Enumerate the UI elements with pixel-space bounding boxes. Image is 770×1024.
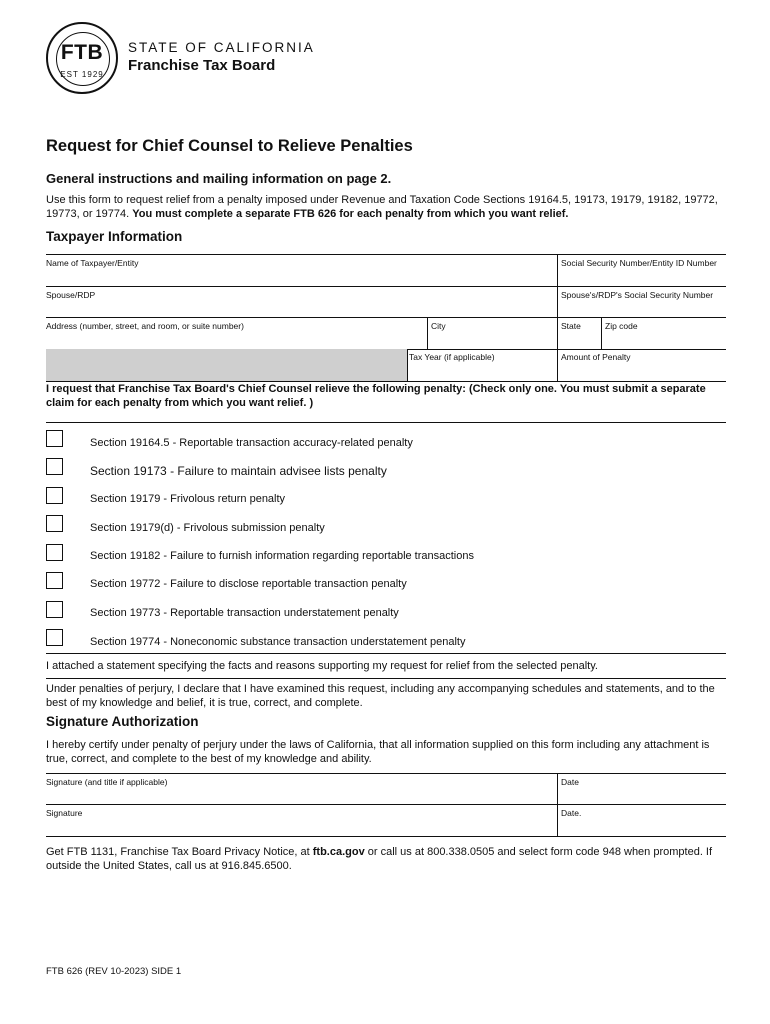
tax-year-label: Tax Year (if applicable)	[409, 352, 495, 362]
notice-prefix: Get FTB 1131, Franchise Tax Board Privacy Notice, at	[46, 846, 313, 858]
notice-suffix: or call us at 800.338.0505 and select form code 948 when prompted. If outside the United States, call us at 916.845.6500.	[46, 846, 713, 872]
agency-state: STATE OF CALIFORNIA	[128, 40, 315, 55]
spouse-ssn-label: Spouse's/RDP's Social Security Number	[561, 290, 714, 300]
penalty-label: Section 19179(d) - Frivolous submission penalty	[90, 522, 325, 534]
date2-label: Date.	[561, 808, 582, 818]
address-label: Address (number, street, and room, or suite number)	[46, 321, 244, 331]
name-field[interactable]	[46, 254, 557, 286]
ssn-field[interactable]	[558, 254, 726, 286]
penalty-checkbox[interactable]	[46, 572, 63, 589]
name-label: Name of Taxpayer/Entity	[46, 258, 139, 268]
signature1-label: Signature (and title if applicable)	[46, 777, 168, 787]
ssn-label: Social Security Number/Entity ID Number	[561, 258, 717, 268]
signature2-label: Signature	[46, 808, 83, 818]
agency-name: Franchise Tax Board	[128, 57, 276, 74]
penalty-label: Section 19173 - Failure to maintain advisee lists penalty	[90, 464, 387, 478]
certify-statement: I hereby certify under penalty of perjury under the laws of California, that all information supplied on this form including any attachment is true, correct, and complete to the best of my knowledge and ability.	[46, 739, 710, 765]
penalty-label: Section 19164.5 - Reportable transaction accuracy-related penalty	[90, 437, 413, 449]
spouse-field[interactable]	[46, 286, 557, 317]
amount-field[interactable]	[558, 349, 726, 381]
penalty-checkbox[interactable]	[46, 487, 63, 504]
form-title: Request for Chief Counsel to Relieve Penalties	[46, 137, 413, 155]
penalty-label: Section 19773 - Reportable transaction understatement penalty	[90, 607, 399, 619]
intro-paragraph	[46, 193, 726, 221]
signature2-field[interactable]	[46, 804, 557, 836]
zip-label: Zip code	[605, 321, 638, 331]
state-label: State	[561, 321, 581, 331]
penalty-label: Section 19179 - Frivolous return penalty	[90, 493, 286, 505]
shaded-area	[46, 349, 407, 381]
attached-statement: I attached a statement specifying the facts and reasons supporting my request for relief from the selected penalty.	[46, 660, 598, 672]
penalty-checkbox[interactable]	[46, 544, 63, 561]
penalty-label: Section 19182 - Failure to furnish information regarding reportable transactions	[90, 550, 474, 562]
taxpayer-info-heading: Taxpayer Information	[46, 229, 183, 244]
intro-text: Use this form to request relief from a penalty imposed under Revenue and Taxation Code Sections 19164.5, 19173, 19179, 19182, 19772, 19773, or 19774.	[46, 194, 718, 220]
tax-year-field[interactable]	[408, 349, 557, 381]
signature1-field[interactable]	[46, 773, 557, 804]
ftb-seal-logo	[46, 22, 118, 94]
seal-est-text: EST 1929	[60, 70, 104, 79]
city-label: City	[431, 321, 446, 331]
form-footer: FTB 626 (REV 10-2023) SIDE 1	[46, 966, 182, 977]
penalty-checkbox[interactable]	[46, 430, 63, 447]
request-statement: I request that Franchise Tax Board's Chief Counsel relieve the following penalty: (Check only one. You must submit a separate claim for each penalty from which you want relief. )	[46, 383, 706, 409]
penalty-checkbox[interactable]	[46, 458, 63, 475]
general-instructions-heading: General instructions and mailing information on page 2.	[46, 171, 392, 186]
city-field[interactable]	[428, 317, 557, 349]
state-field[interactable]	[558, 317, 601, 349]
ftb-website-link[interactable]: ftb.ca.gov	[312, 846, 365, 858]
section-divider	[46, 653, 726, 654]
intro-bold: You must complete a separate FTB 626 for each penalty from which you want relief.	[132, 208, 569, 220]
seal-ftb-text: FTB	[60, 41, 104, 64]
penalty-checkbox[interactable]	[46, 515, 63, 532]
date1-label: Date	[561, 777, 579, 787]
grid-line	[46, 836, 726, 837]
penalty-label: Section 19772 - Failure to disclose reportable transaction penalty	[90, 578, 407, 590]
penalty-checkbox[interactable]	[46, 601, 63, 618]
date1-field[interactable]	[558, 773, 726, 804]
spouse-ssn-field[interactable]	[558, 286, 726, 317]
amount-label: Amount of Penalty	[561, 352, 631, 362]
date2-field[interactable]	[558, 804, 726, 836]
spouse-label: Spouse/RDP	[46, 290, 96, 300]
address-field[interactable]	[46, 317, 427, 349]
signature-heading: Signature Authorization	[46, 714, 199, 729]
section-divider	[46, 678, 726, 679]
privacy-notice	[46, 845, 726, 873]
penalty-label: Section 19774 - Noneconomic substance transaction understatement penalty	[90, 636, 466, 648]
perjury-statement: Under penalties of perjury, I declare that I have examined this request, including any accompanying schedules and statements, and to the best of my knowledge and belief, it is true, correct, and complete.	[46, 683, 715, 709]
zip-field[interactable]	[602, 317, 726, 349]
section-divider	[46, 422, 726, 423]
penalty-checkbox[interactable]	[46, 629, 63, 646]
